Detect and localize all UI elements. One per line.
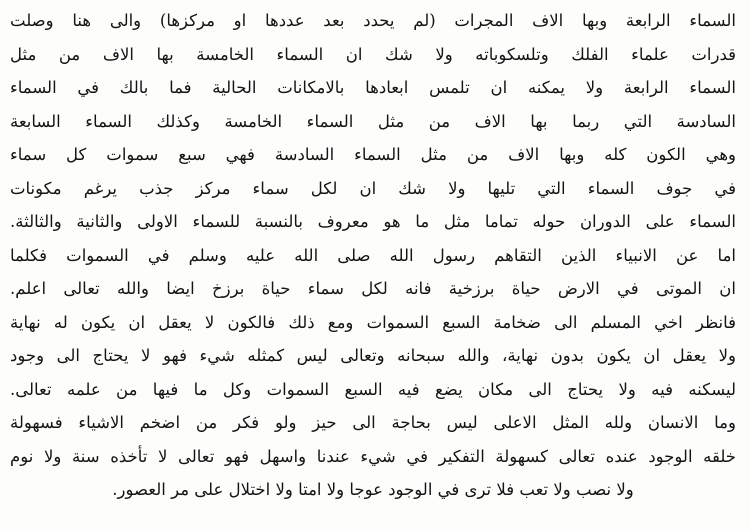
text-line-5: وهي الكون كله وبها الاف من مثل السماء السادسة فهي سبع سموات كل سماء [10,145,736,164]
text-line-9: ان الموتى في الارض حياة برزخية فانه لكل سماء حياة برزخ ايضا والله تعالى اعلم. [10,279,736,298]
text-line-14: خلقه الوجود عنده تعالى كسهولة التفكير في شيء عندنا واسهل فهو تعالى لا تأخذه سنة ولا نوم [10,446,736,466]
text-line-11: ولا يعقل ان يكون بدون نهاية، والله سبحانه وتعالى ليس كمثله شيء فهو لا يحتاج الى وجود [10,346,736,365]
text-line-13: وما الانسان ولله المثل الاعلى ليس بحاجة الى حيز ولو فكر من اضخم الاشياء فسهولة [10,413,736,432]
text-line-6: في جوف السماء التي تليها ولا شك ان لكل سماء مركز جذب يرغم مكونات [10,178,736,198]
text-line-15: ولا نصب ولا تعب فلا ترى في الوجود عوجا ولا امتا ولا اختلال على مر العصور. [112,480,634,499]
text-line-4: السادسة التي ربما بها الاف من مثل السماء الخامسة وكذلك السماء السابعة [10,111,736,131]
text-line-3: السماء الرابعة ولا يمكنه ان تلمس ابعادها بالامكانات الحالية فما بالك في السماء [10,78,736,97]
text-line-2: قدرات علماء الفلك وتلسكوباته ولا شك ان السماء الخامسة بها الاف من مثل [10,44,736,64]
text-line-10: فانظر اخي المسلم الى ضخامة السبع السموات ومع ذلك فالكون لا يعقل ان يكون له نهاية [10,312,736,332]
text-line-7: السماء على الدوران حوله تماما مثل ما هو معروف بالنسبة للسماء الاولى والثانية والثالثة. [10,212,736,231]
text-line-1: السماء الرابعة وبها الاف المجرات (لم يحدد بعد عددها او مركزها) والى هنا وصلت [10,11,736,30]
text-line-8: اما عن الانبياء الذين التقاهم رسول الله صلى الله عليه وسلم في السموات فكلما [10,245,736,265]
text-line-12: ليسكنه فيه ولا يحتاج الى مكان يضع فيه السبع السموات وكل ما فيها من علمه تعالى. [10,379,736,399]
